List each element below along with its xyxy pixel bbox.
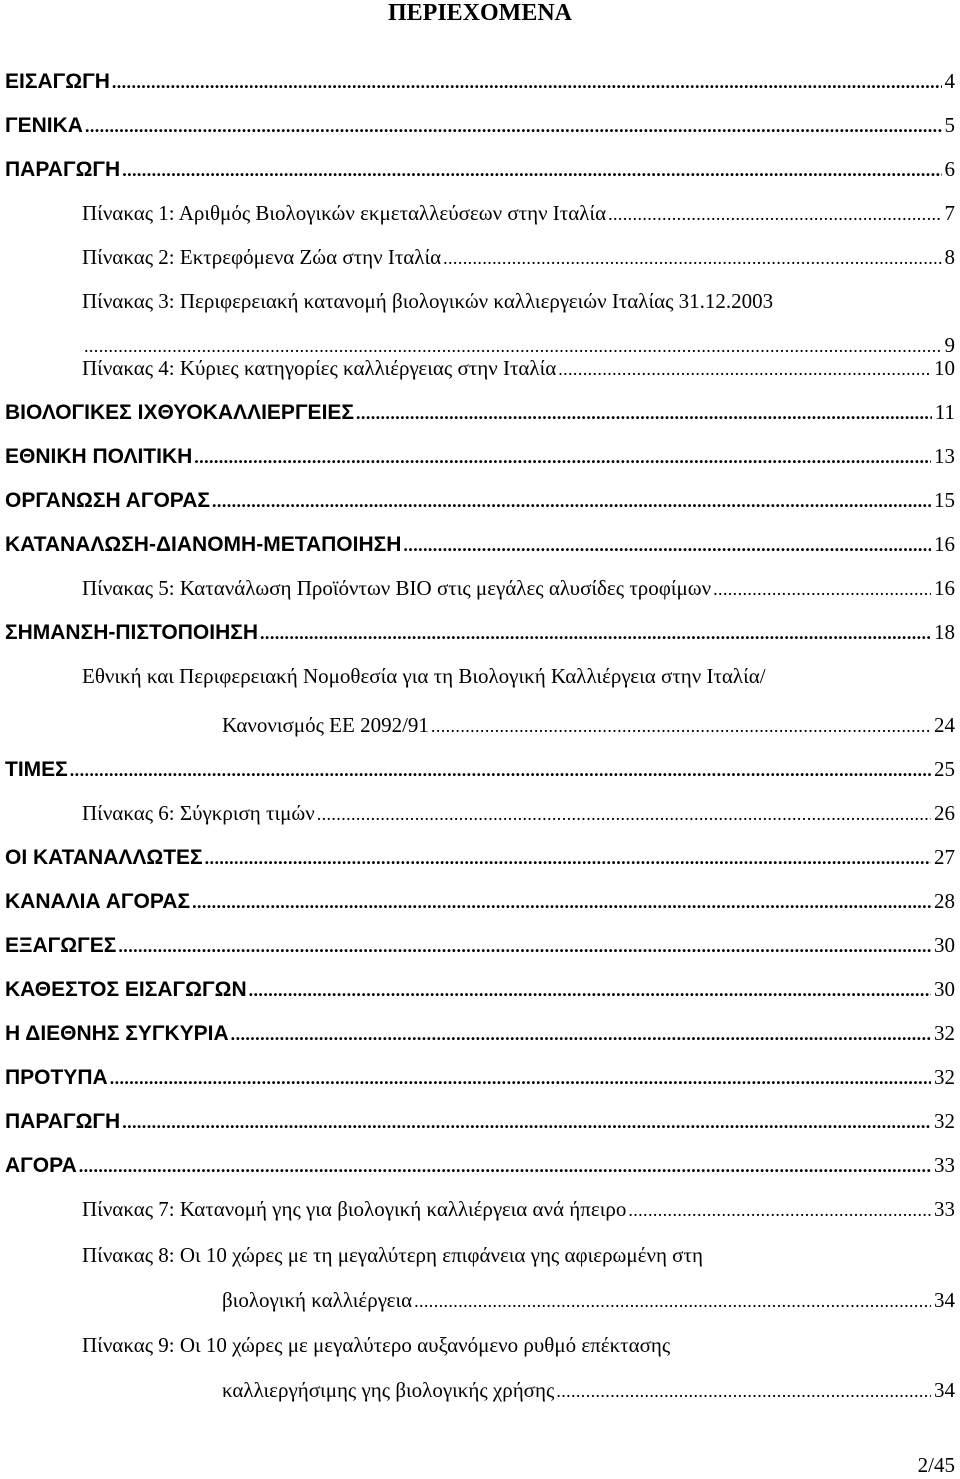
toc-entry[interactable]: [222, 1284, 955, 1316]
toc-entry-label: ΚΑΤΑΝΑΛΩΣΗ-ΔΙΑΝΟΜΗ-ΜΕΤΑΠΟΙΗΣΗ: [5, 533, 402, 556]
toc-entry-page: 15: [934, 488, 955, 512]
dot-leader: [556, 1375, 931, 1407]
toc-entry-label[interactable]: Πίνακας 9: Οι 10 χώρες με μεγαλύτερο αυξανόμενο ρυθμό επέκτασης: [82, 1333, 671, 1357]
toc-entry-label: ΚΑΘΕΣΤΟΣ ΕΙΣΑΓΩΓΩΝ: [5, 978, 247, 1001]
toc-entry-label: Πίνακας 1: Αριθμός Βιολογικών εκμεταλλεύσεων στην Ιταλία: [82, 201, 607, 225]
dot-leader: [403, 529, 931, 561]
page-number: 2/45: [917, 1453, 955, 1477]
dot-leader: [431, 710, 931, 742]
toc-entry-page: 10: [934, 356, 955, 380]
toc-entry-label[interactable]: Εθνική και Περιφερειακή Νομοθεσία για τη Βιολογική Καλλιέργεια στην Ιταλία/: [82, 664, 766, 688]
dot-leader: [110, 1062, 931, 1094]
toc-entry-page: 7: [944, 201, 955, 225]
toc-entry-page: 5: [944, 113, 955, 137]
toc-entry[interactable]: [82, 197, 955, 229]
toc-entry-label: Πίνακας 2: Εκτρεφόμενα Ζώα στην Ιταλία: [82, 245, 442, 269]
dot-leader: [118, 930, 931, 962]
toc-entry-page: 16: [934, 576, 955, 600]
toc-entry-label-continued: καλλιεργήσιμης γης βιολογικής χρήσης: [222, 1378, 555, 1402]
toc-entry-page: 8: [944, 245, 955, 269]
dot-leader: [249, 974, 931, 1006]
toc-entry[interactable]: [82, 241, 955, 273]
dot-leader: [443, 242, 941, 274]
toc-entry[interactable]: [222, 1374, 955, 1406]
dot-leader: [414, 1285, 931, 1317]
toc-entry-page: 16: [934, 532, 955, 556]
dot-leader: [317, 798, 931, 830]
toc-entry-label[interactable]: Πίνακας 8: Οι 10 χώρες με τη μεγαλύτερη επιφάνεια γης αφιερωμένη στη: [82, 1243, 703, 1267]
toc-entry-page: 13: [934, 444, 955, 468]
toc-entry-label: Πίνακας 7: Κατανομή γης για βιολογική καλλιέργεια ανά ήπειρο: [82, 1197, 627, 1221]
dot-leader: [260, 617, 931, 649]
toc-entry[interactable]: [5, 440, 955, 472]
toc-entry[interactable]: [5, 616, 955, 648]
toc-entry[interactable]: [5, 528, 955, 560]
dot-leader: [205, 842, 931, 874]
toc-entry-page: 27: [934, 845, 955, 869]
dot-leader: [122, 154, 941, 186]
toc-entry[interactable]: [222, 709, 955, 741]
toc-entry-page: 32: [934, 1021, 955, 1045]
toc-entry-label: ΕΘΝΙΚΗ ΠΟΛΙΤΙΚΗ: [5, 445, 193, 468]
dot-leader: [356, 397, 932, 429]
toc-entry[interactable]: [5, 1149, 955, 1181]
toc-entry-page: 24: [934, 713, 955, 737]
toc-entry-label: ΠΡΟΤΥΠΑ: [5, 1066, 108, 1089]
dot-leader: [558, 353, 931, 385]
dot-leader: [192, 886, 931, 918]
toc-entry-label: ΠΑΡΑΓΩΓΗ: [5, 158, 121, 181]
toc-entry-label: ΚΑΝΑΛΙΑ ΑΓΟΡΑΣ: [5, 890, 191, 913]
toc-entry-label: ΕΞΑΓΩΓΕΣ: [5, 934, 117, 957]
toc-entry-page: 32: [934, 1065, 955, 1089]
toc-entry[interactable]: [5, 1061, 955, 1093]
toc-entry-page: 4: [944, 69, 955, 93]
toc-entry-page: 32: [934, 1109, 955, 1133]
page-title: ΠΕΡΙΕΧΟΜΕΝΑ: [387, 0, 572, 26]
dot-leader: [608, 198, 941, 230]
toc-entry[interactable]: [5, 753, 955, 785]
toc-entry[interactable]: [5, 1017, 955, 1049]
toc-entry[interactable]: [82, 572, 955, 604]
toc-entry-page: 33: [934, 1197, 955, 1221]
dot-leader: [713, 573, 931, 605]
toc-entry-label: ΑΓΟΡΑ: [5, 1154, 77, 1177]
toc-entry[interactable]: [5, 153, 955, 185]
toc-entry[interactable]: [82, 352, 955, 384]
toc-entry[interactable]: [5, 929, 955, 961]
toc-entry-page: 6: [944, 157, 955, 181]
toc-entry-label: ΕΙΣΑΓΩΓΗ: [5, 70, 110, 93]
toc-entry-label: ΟΡΓΑΝΩΣΗ ΑΓΟΡΑΣ: [5, 489, 211, 512]
dot-leader: [194, 441, 931, 473]
toc-entry[interactable]: [82, 1193, 955, 1225]
toc-entry-page: 30: [934, 977, 955, 1001]
dot-leader: [79, 1150, 931, 1182]
toc-entry-page: 11: [934, 400, 955, 424]
toc-entry-page: 9: [944, 333, 955, 357]
toc-entry-page: 25: [934, 757, 955, 781]
toc-entry-page: 18: [934, 620, 955, 644]
toc-entry-page: 34: [934, 1288, 955, 1312]
toc-entry-label[interactable]: Πίνακας 3: Περιφερειακή κατανομή βιολογικών καλλιεργειών Ιταλίας 31.12.2003: [82, 289, 774, 313]
toc-entry-page: 30: [934, 933, 955, 957]
toc-entry-label: ΤΙΜΕΣ: [5, 758, 68, 781]
toc-entry-label: Η ΔΙΕΘΝΗΣ ΣΥΓΚΥΡΙΑ: [5, 1022, 229, 1045]
toc-entry-page: 28: [934, 889, 955, 913]
dot-leader: [85, 110, 942, 142]
dot-leader: [212, 485, 931, 517]
dot-leader: [122, 1106, 931, 1138]
dot-leader: [231, 1018, 931, 1050]
toc-entry[interactable]: [5, 65, 955, 97]
dot-leader: [70, 754, 931, 786]
toc-entry-label: ΟΙ ΚΑΤΑΝΑΛΛΩΤΕΣ: [5, 846, 203, 869]
toc-entry-page: 34: [934, 1378, 955, 1402]
toc-entry[interactable]: [5, 841, 955, 873]
toc-entry-page: 33: [934, 1153, 955, 1177]
toc-entry-label-continued: Κανονισμός ΕΕ 2092/91: [222, 713, 429, 737]
toc-entry[interactable]: [5, 484, 955, 516]
toc-entry[interactable]: [5, 1105, 955, 1137]
toc-entry-label: ΠΑΡΑΓΩΓΗ: [5, 1110, 121, 1133]
toc-entry-label-continued: βιολογική καλλιέργεια: [222, 1288, 413, 1312]
toc-entry-label: ΣΗΜΑΝΣΗ-ΠΙΣΤΟΠΟΙΗΣΗ: [5, 621, 259, 644]
toc-entry-label: ΓΕΝΙΚΑ: [5, 114, 83, 137]
toc-entry[interactable]: [5, 396, 955, 428]
dot-leader: [628, 1194, 931, 1226]
toc-entry[interactable]: [82, 797, 955, 829]
toc-entry-label: Πίνακας 5: Κατανάλωση Προϊόντων ΒΙΟ στις μεγάλες αλυσίδες τροφίμων: [82, 576, 712, 600]
toc-entry-label: Πίνακας 6: Σύγκριση τιμών: [82, 801, 315, 825]
toc-entry[interactable]: [5, 973, 955, 1005]
toc-entry-label: Πίνακας 4: Κύριες κατηγορίες καλλιέργειας στην Ιταλία: [82, 356, 557, 380]
toc-entry[interactable]: [5, 885, 955, 917]
toc-entry-label: ΒΙΟΛΟΓΙΚΕΣ ΙΧΘΥΟΚΑΛΛΙΕΡΓΕΙΕΣ: [5, 401, 355, 424]
dot-leader: [112, 66, 942, 98]
toc-entry[interactable]: [5, 109, 955, 141]
toc-entry-page: 26: [934, 801, 955, 825]
